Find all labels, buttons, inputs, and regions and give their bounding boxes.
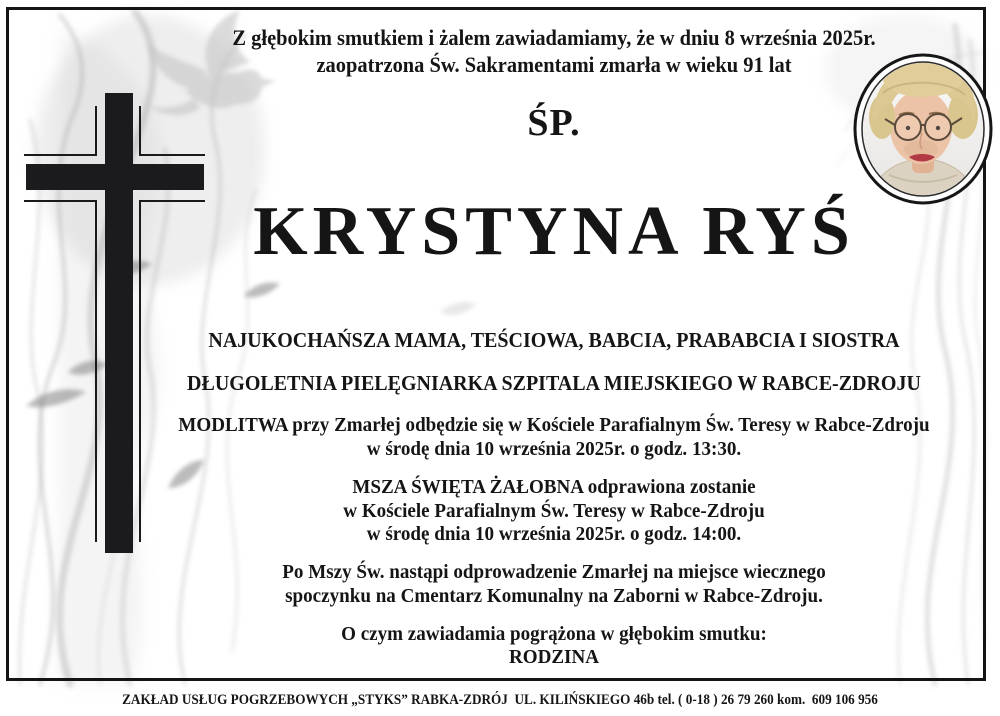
portrait-photo: [853, 53, 993, 205]
deceased-name: KRYSTYNA RYŚ: [253, 193, 855, 270]
closing-line: O czym zawiadamia pogrążona w głębokim smutku:: [341, 623, 767, 645]
family-signature: RODZINA: [508, 645, 600, 668]
closing-paragraph: [169, 623, 939, 668]
relation-line: NAJUKOCHAŃSZA MAMA, TEŚCIOWA, BABCIA, PRABABCIA I SIOSTRA: [208, 328, 900, 352]
mass-line-3: w środę dnia 10 września 2025r. o godz. 14:00.: [366, 523, 742, 545]
mass-line-1: MSZA ŚWIĘTA ŻAŁOBNA odprawiona zostanie: [352, 476, 756, 498]
intro-lines: [169, 24, 939, 78]
intro-line-1: Z głębokim smutkiem i żalem zawiadamiamy, że w dniu 8 września 2025r.: [232, 25, 876, 50]
honorific: ŚP.: [527, 102, 581, 144]
prayer-line-1: MODLITWA przy Zmarłej odbędzie się w Kościele Parafialnym Św. Teresy w Rabce-Zdroju: [178, 414, 930, 436]
prayer-paragraph: [169, 414, 939, 461]
mass-paragraph: [169, 476, 939, 547]
burial-paragraph: [169, 561, 939, 608]
prayer-line-2: w środę dnia 10 września 2025r. o godz. 13:30.: [366, 437, 742, 460]
mass-line-2: w Kościele Parafialnym Św. Teresy w Rabce-Zdroju: [343, 499, 765, 522]
profession-line: DŁUGOLETNIA PIELĘGNIARKA SZPITALA MIEJSKIEGO W RABCE-ZDROJU: [187, 371, 921, 395]
funeral-home-footer: ZAKŁAD USŁUG POGRZEBOWYCH „STYKS” RABKA-ZDRÓJ UL. KILIŃSKIEGO 46b tel. ( 0-18 ) 26 79 260 kom. 609 106 956: [122, 692, 878, 708]
burial-line-1: Po Mszy Św. nastąpi odprowadzenie Zmarłej na miejsce wiecznego: [282, 561, 826, 583]
burial-line-2: spoczynku na Cmentarz Komunalny na Zaborni w Rabce-Zdroju.: [285, 584, 823, 607]
intro-line-2: zaopatrzona Św. Sakramentami zmarła w wieku 91 lat: [316, 52, 792, 77]
glasses-icon: [895, 114, 921, 140]
